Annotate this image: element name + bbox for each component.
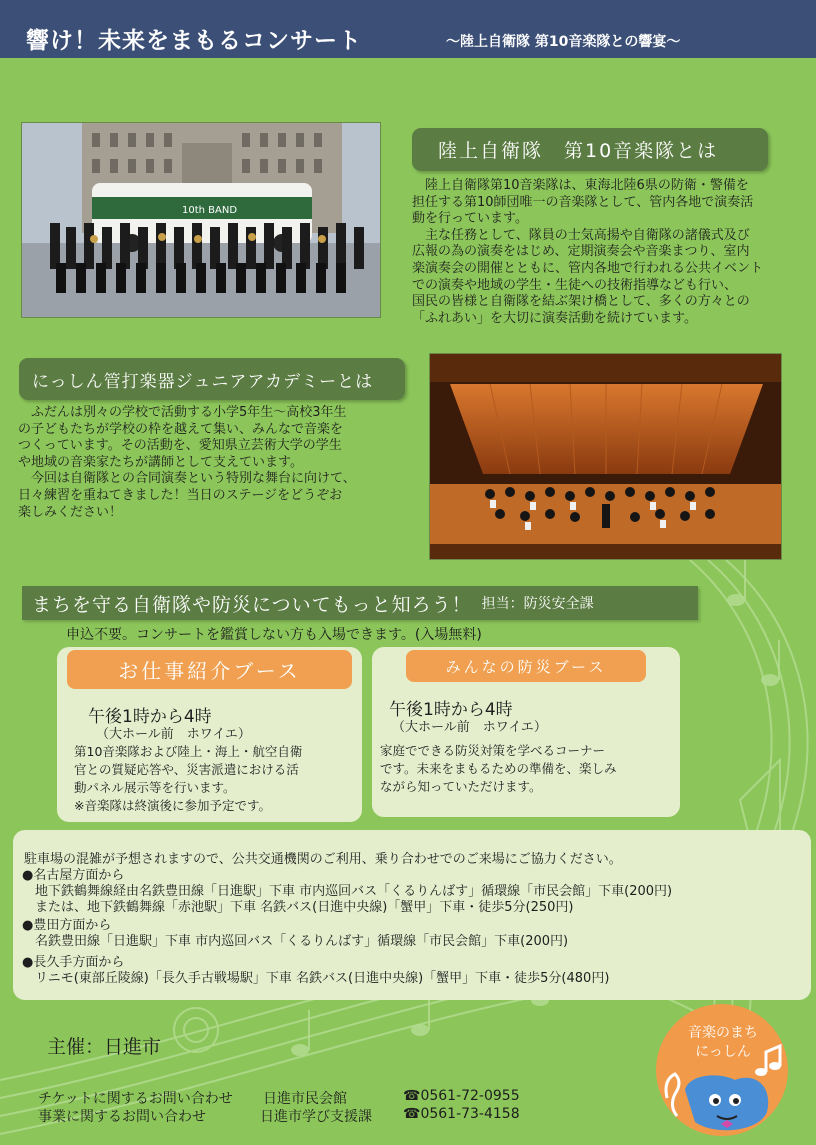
bousai-booth-title: みんなの防災ブース [406, 650, 646, 682]
academy-line: 楽しみください！ [18, 504, 123, 520]
bousai-booth-line: 家庭でできる防災対策を学べるコーナー [380, 743, 606, 758]
gsdf-line: 主な任務として、隊員の士気高揚や自衛隊の諸儀式及び [412, 227, 750, 243]
gsdf-line: 担任する第10師団唯一の音楽隊として、管内各地で演奏活 [412, 194, 754, 210]
bousai-booth-time: 午後1時から4時 [389, 700, 513, 720]
page-subtitle: ～陸上自衛隊 第10音楽隊との響宴～ [446, 34, 681, 50]
bousai-booth-line: です。未来をまもるための準備を、楽しみ [380, 761, 617, 776]
academy-heading: にっしん管打楽器ジュニアアカデミーとは [19, 358, 405, 400]
disaster-heading-text: まちを守る自衛隊や防災についてもっと知ろう！ [32, 593, 472, 616]
academy-description [18, 405, 404, 521]
job-booth-line: 第10音楽隊および陸上・海上・航空自衛 [74, 744, 303, 759]
job-booth-description [74, 743, 359, 815]
disaster-section-heading [22, 586, 698, 620]
gsdf-line: 楽演奏会の開催とともに、管内各地で行われる公共イベント [412, 260, 764, 276]
page-title: 響け！未来をまもるコンサート [26, 28, 362, 54]
access-route-heading: ●長久手方面から [22, 955, 125, 970]
access-route-heading: ●豊田方面から [22, 918, 112, 933]
job-booth-time: 午後1時から4時 [88, 707, 212, 727]
job-booth-line: 動パネル展示等を行います。 [74, 780, 236, 795]
disaster-in-charge: 担当：防災安全課 [481, 596, 594, 612]
ticket-contact-phone: ☎0561-72-0955 [403, 1088, 520, 1104]
gsdf-band-heading: 陸上自衛隊 第10音楽隊とは [412, 128, 768, 171]
band-bus-photo [21, 122, 381, 318]
gsdf-line: 動を行っています。 [412, 211, 528, 227]
access-route-heading: ●名古屋方面から [22, 868, 125, 883]
concert-hall-photo [429, 353, 782, 560]
organizer: 主催：日進市 [47, 1036, 162, 1058]
program-contact-phone: ☎0561-73-4158 [403, 1106, 520, 1122]
bousai-booth-place: （大ホール前 ホワイエ） [392, 720, 547, 735]
job-booth-line: ※音楽隊は終演後に参加予定です。 [74, 798, 271, 813]
access-intro: 駐車場の混雑が予想されますので、公共交通機関のご利用、乗り合わせでのご来場にご協力ください。 [24, 852, 622, 867]
gsdf-band-description [412, 178, 792, 327]
access-route-line: 地下鉄鶴舞線経由名鉄豊田線「日進駅」下車 市内巡回バス「くるりんばす」循環線「市民会館」下車(200円) [22, 884, 673, 899]
academy-line: の子どもたちが学校の枠を越えて集い、みんなで音楽を [18, 421, 344, 437]
mascot-caption [677, 1024, 769, 1062]
academy-line: ふだんは別々の学校で活動する小学5年生～高校3年生 [18, 405, 347, 420]
ticket-contact-org: 日進市民会館 [263, 1091, 347, 1107]
mascot-caption-line1: 音楽のまち [688, 1025, 758, 1041]
job-booth-title: お仕事紹介ブース [67, 650, 352, 689]
access-route-line: 名鉄豊田線「日進駅」下車 市内巡回バス「くるりんばす」循環線「市民会館」下車(200円) [22, 934, 569, 949]
bus-label: 10th BAND [182, 205, 238, 216]
gsdf-line: 広報の為の演奏をはじめ、定期演奏会や音楽まつり、室内 [412, 244, 750, 260]
ticket-contact-label: チケットに関するお問い合わせ [38, 1091, 233, 1107]
gsdf-line: 国民の皆様と自衛隊を結ぶ架け橋として、多くの方々との [412, 294, 750, 310]
gsdf-line: 陸上自衛隊第10音楽隊は、東海北陸6県の防衛・警備を [412, 178, 749, 193]
academy-line: や地域の音楽家たちが講師として支えています。 [18, 454, 303, 470]
nisshin-mascot-badge [655, 1002, 790, 1139]
academy-line: 日々練習を重ねてきました！当日のステージをどうぞお [18, 487, 343, 503]
program-contact-org: 日進市学び支援課 [260, 1109, 372, 1125]
access-route-line: リニモ(東部丘陵線)「長久手古戦場駅」下車 名鉄バス(日進中央線)「蟹甲」下車・徒歩5分(480円) [22, 971, 610, 986]
gsdf-line: 「ふれあい」を大切に演奏活動を続けています。 [412, 310, 697, 326]
free-entry-notice: 申込不要。コンサートを鑑賞しない方も入場できます。(入場無料) [66, 627, 482, 643]
bousai-booth-line: ながら知っていただけます。 [380, 779, 542, 794]
academy-line: 今回は自衛隊との合同演奏という特別な舞台に向けて、 [18, 471, 356, 487]
job-booth-place: （大ホール前 ホワイエ） [96, 727, 251, 742]
job-booth-line: 官との質疑応答や、災害派遣における活 [74, 762, 299, 777]
academy-line: つくっています。その活動を、愛知県立芸術大学の学生 [18, 438, 342, 454]
bousai-booth-description [380, 742, 675, 796]
access-route-line: または、地下鉄鶴舞線「赤池駅」下車 名鉄バス(日進中央線)「蟹甲」下車・徒歩5分(250円) [22, 900, 574, 915]
gsdf-line: での演奏や地域の学生・生徒への技術指導なども行い、 [412, 277, 738, 293]
mascot-caption-line2: にっしん [695, 1044, 751, 1060]
program-contact-label: 事業に関するお問い合わせ [38, 1109, 206, 1125]
